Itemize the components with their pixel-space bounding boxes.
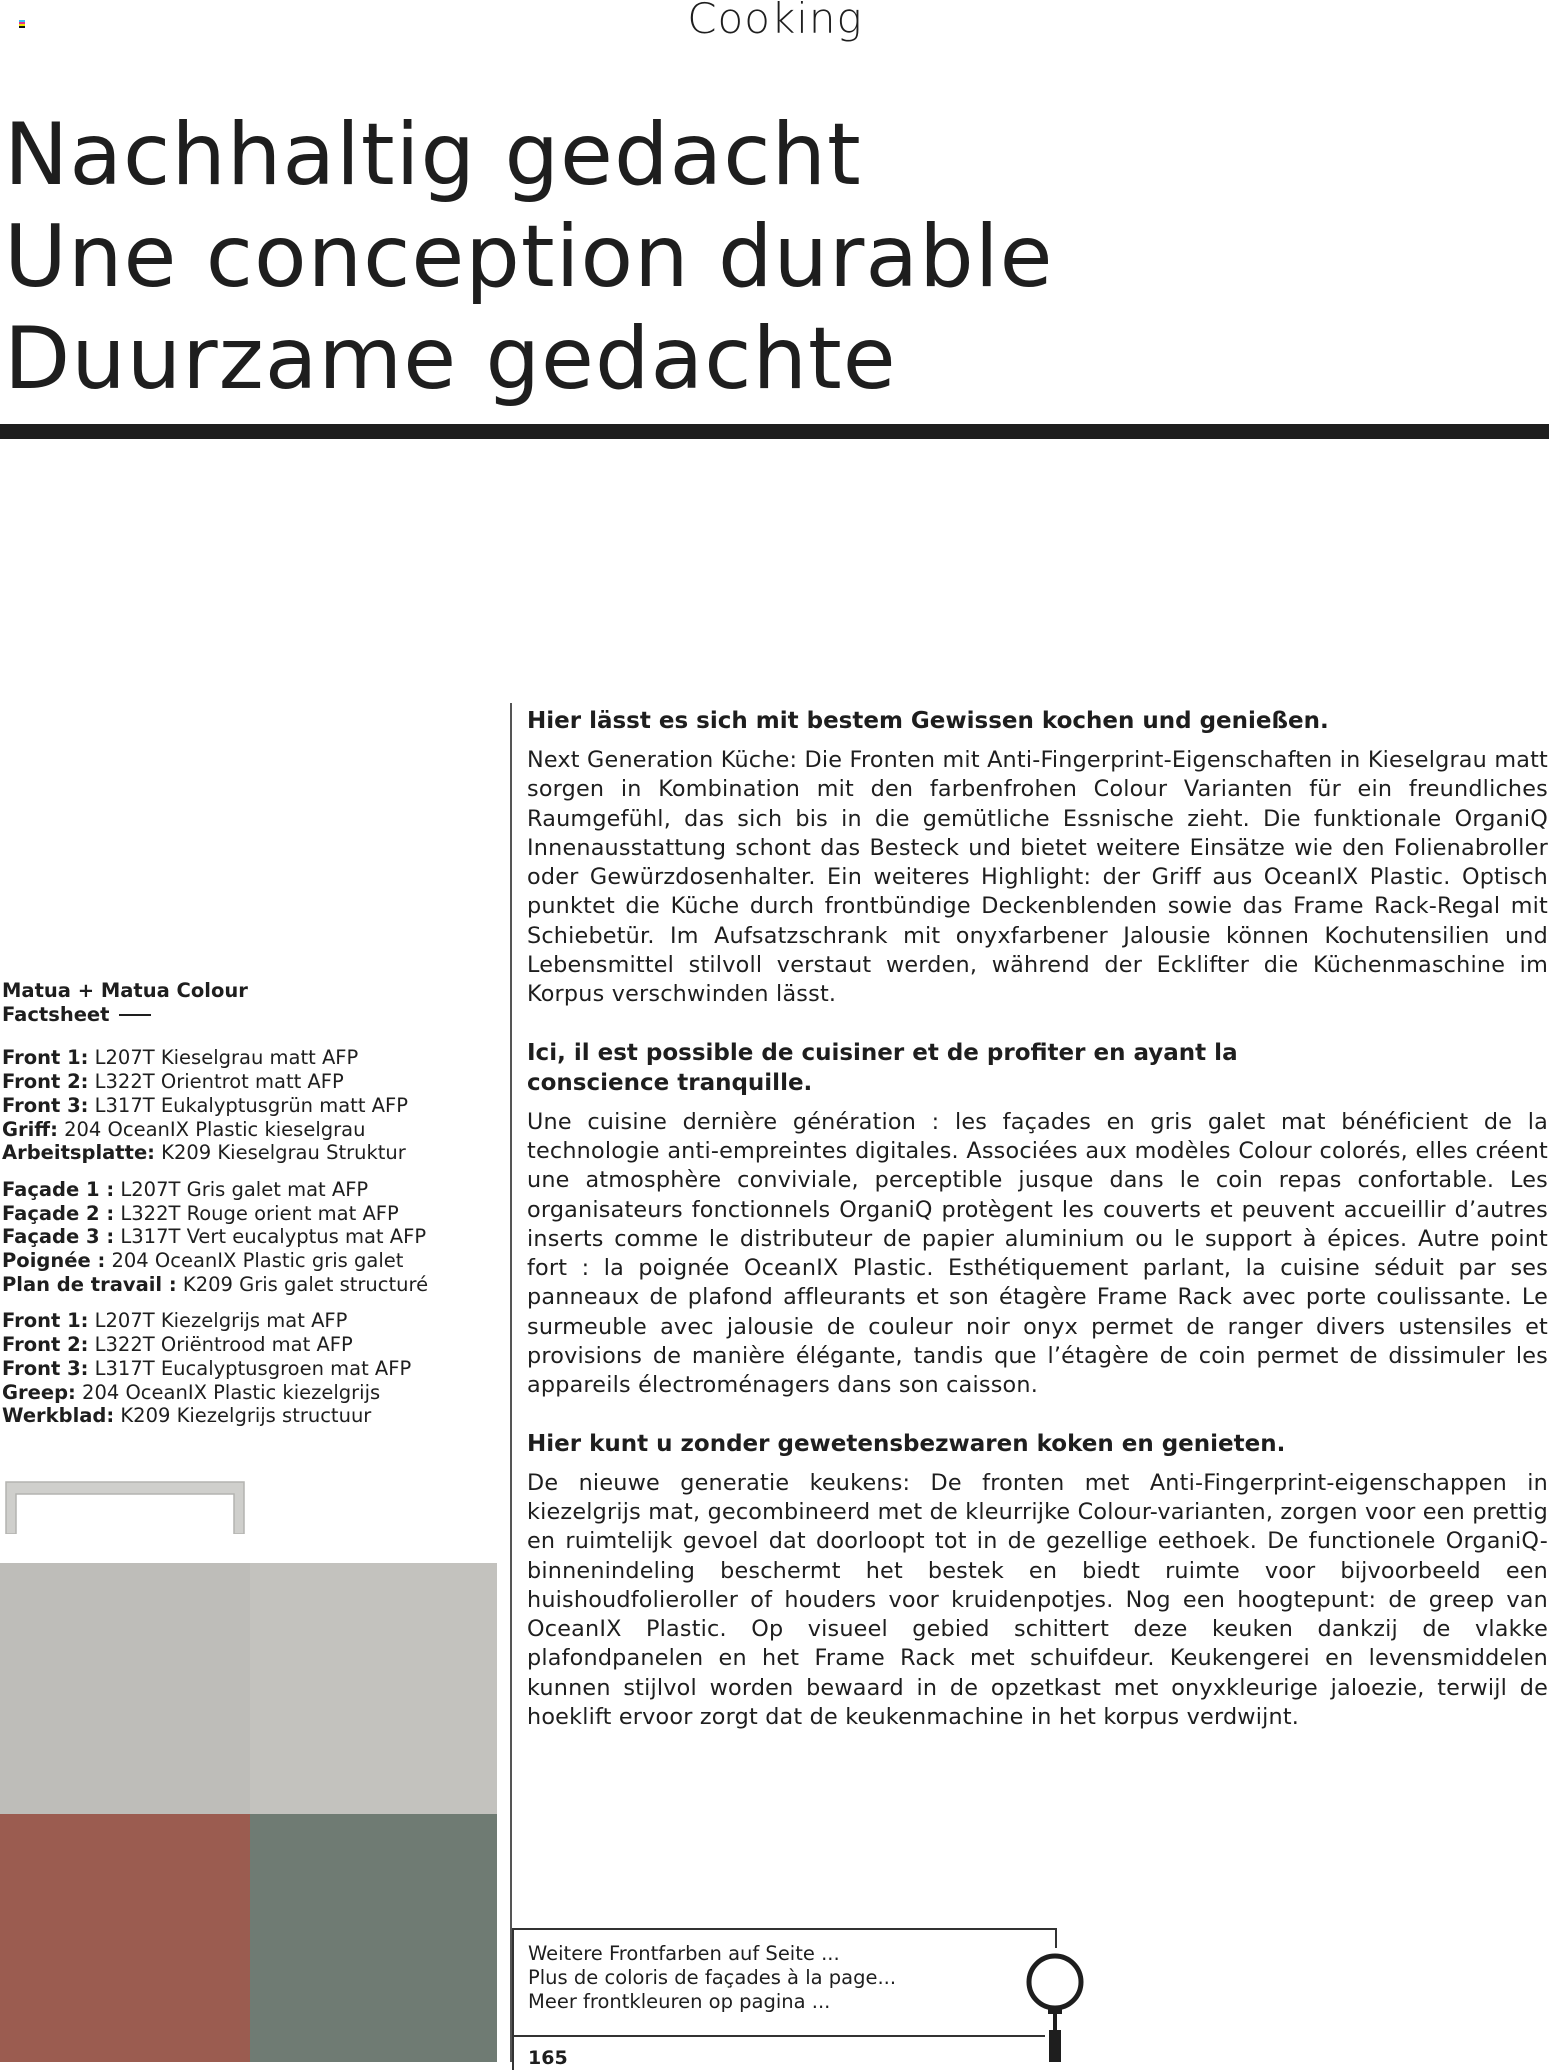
fact-row: Front 1: L207T Kiezelgrijs mat AFP: [2, 1309, 348, 1333]
fact-row: Front 3: L317T Eucalyptusgroen mat AFP: [2, 1356, 412, 1380]
swatch-eukalyptusgruen: [250, 1814, 497, 2062]
fact-row: Greep: 204 OceanIX Plastic kiezelgrijs: [2, 1380, 381, 1404]
article-heading-nl: Hier kunt u zonder gewetensbezwaren koken en genieten.: [527, 1430, 1286, 1457]
factsheet-group-de: [2, 1046, 502, 1165]
magnifier-icon: [1023, 1950, 1087, 2062]
article-body-nl: De nieuwe generatie keukens: De fronten met Anti-Fingerprint-eigenschappen in kiezelgrijs mat, gecombineerd met de kleurrijke Colour-varianten, zorgen voor een prettig en ruimtelijk gevoel dat doorloopt tot in de gezellige eethoek. De functionele OrganiQ-binnenindeling beschermt het bestek en biedt ruimte voor bijvoorbeeld een huishoudfolieroller of houders voor kruidenpotjes. Nog een hoogtepunt: de greep van OceanIX Plastic. Op visueel gebied schittert deze keuken dankzij de vlakke plafondpanelen en het Frame Rack met schuifdeur. Keukengerei en levensmiddelen kunnen stijlvol worden bewaard in de opzetkast met onyxkleurige jaloezie, terwijl de hoeklift ervoor zorgt dat de keukenmachine in het korpus verdwijnt.: [527, 1469, 1548, 1731]
page-number: 165: [528, 2047, 568, 2069]
fact-row: Front 2: L322T Oriëntrood mat AFP: [2, 1333, 353, 1357]
headline-nl: Duurzame gedachte: [4, 309, 897, 409]
section-title: Cooking: [687, 0, 863, 43]
factsheet-title: Matua + Matua Colour: [2, 979, 248, 1002]
fact-row: Werkblad: K209 Kiezelgrijs structuur: [2, 1404, 372, 1428]
more-colours-box: [512, 1928, 1055, 2070]
fact-row: Griff: 204 OceanIX Plastic kieselgrau: [2, 1117, 366, 1141]
article-body-fr: Une cuisine dernière génération : les façades en gris galet mat bénéficient de la technologie anti-empreintes digitales. Associées aux modèles Colour colorés, elles créent une atmosphère conviviale, perceptible jusque dans le coin repas confortable. Les organisateurs fonctionnels OrganiQ protègent les couverts et peuvent accueillir d’autres inserts comme le distributeur de papier aluminium ou le support à épices. Autre point fort : la poignée OceanIX Plastic. Esthétiquement parlant, la cuisine séduit par ses panneaux de plafond affleurants et son étagère Frame Rack avec porte coulissante. Le surmeuble avec jalousie de couleur noir onyx permet de ranger divers ustensiles et provisions de manière élégante, tandis que l’étagère de coin permet de dissimuler les appareils électroménagers dans son caisson.: [527, 1108, 1548, 1399]
article-column: [527, 706, 1548, 1760]
fact-row: Front 2: L322T Orientrot matt AFP: [2, 1070, 344, 1094]
more-colours-fr: Plus de coloris de façades à la page...: [528, 1966, 897, 1989]
headline-de: Nachhaltig gedacht: [4, 105, 862, 205]
dash-decoration: [119, 1014, 151, 1016]
more-colours-de: Weitere Frontfarben auf Seite ...: [528, 1942, 840, 1965]
fact-row: Front 3: L317T Eukalyptusgrün matt AFP: [2, 1093, 408, 1117]
fact-row: Façade 1 : L207T Gris galet mat AFP: [2, 1177, 369, 1201]
headline-fr: Une conception durable: [4, 207, 1054, 307]
fact-row: Arbeitsplatte: K209 Kieselgrau Struktur: [2, 1141, 406, 1165]
swatch-orientrot: [0, 1814, 250, 2062]
handle-image: [2, 1478, 248, 1534]
fact-row: Façade 3 : L317T Vert eucalyptus mat AFP: [2, 1225, 427, 1249]
box-separator: [514, 2035, 1045, 2037]
column-divider: [510, 703, 512, 2062]
box-edge: [1055, 1928, 1057, 1948]
fact-row: Poignée : 204 OceanIX Plastic gris galet: [2, 1249, 404, 1273]
more-colours-nl: Meer frontkleuren op pagina ...: [528, 1990, 831, 2013]
factsheet-group-nl: [2, 1309, 502, 1428]
swatch-kieselgrau-texture: [250, 1563, 497, 1814]
page-headline: [4, 104, 1054, 410]
factsheet: [2, 979, 502, 1428]
factsheet-subtitle: Factsheet: [2, 1002, 110, 1026]
factsheet-group-fr: [2, 1178, 502, 1297]
article-heading-fr: Ici, il est possible de cuisiner et de profiter en ayant la conscience tranquille.: [527, 1039, 1238, 1096]
article-heading-de: Hier lässt es sich mit bestem Gewissen kochen und genießen.: [527, 708, 1329, 734]
divider-rule: [0, 424, 1549, 439]
fact-row: Façade 2 : L322T Rouge orient mat AFP: [2, 1201, 399, 1225]
fact-row: Plan de travail : K209 Gris galet structuré: [2, 1272, 429, 1296]
factsheet-subtitle-row: [2, 1003, 502, 1027]
article-body-de: Next Generation Küche: Die Fronten mit Anti-Fingerprint-Eigenschaften in Kieselgrau matt sorgen in Kombination mit den farbenfrohen Colour Varianten für ein freundliches Raumgefühl, das sich bis in die gemütliche Essnische zieht. Die funktionale OrganiQ Innenausstattung schont das Besteck und bietet weitere Einsätze wie den Folienabroller oder Gewürzdosenhalter. Ein weiteres Highlight: der Griff aus OceanIX Plastic. Optisch punktet die Küche durch frontbündige Deckenblenden sowie das Frame Rack-Regal mit Schiebetür. Im Aufsatzschrank mit onyxfarbener Jalousie können Kochutensilien und Lebensmittel stilvoll verstaut werden, während der Ecklifter die Küchenmaschine im Korpus verschwinden lässt.: [527, 747, 1548, 1008]
fact-row: Front 1: L207T Kieselgrau matt AFP: [2, 1046, 359, 1070]
